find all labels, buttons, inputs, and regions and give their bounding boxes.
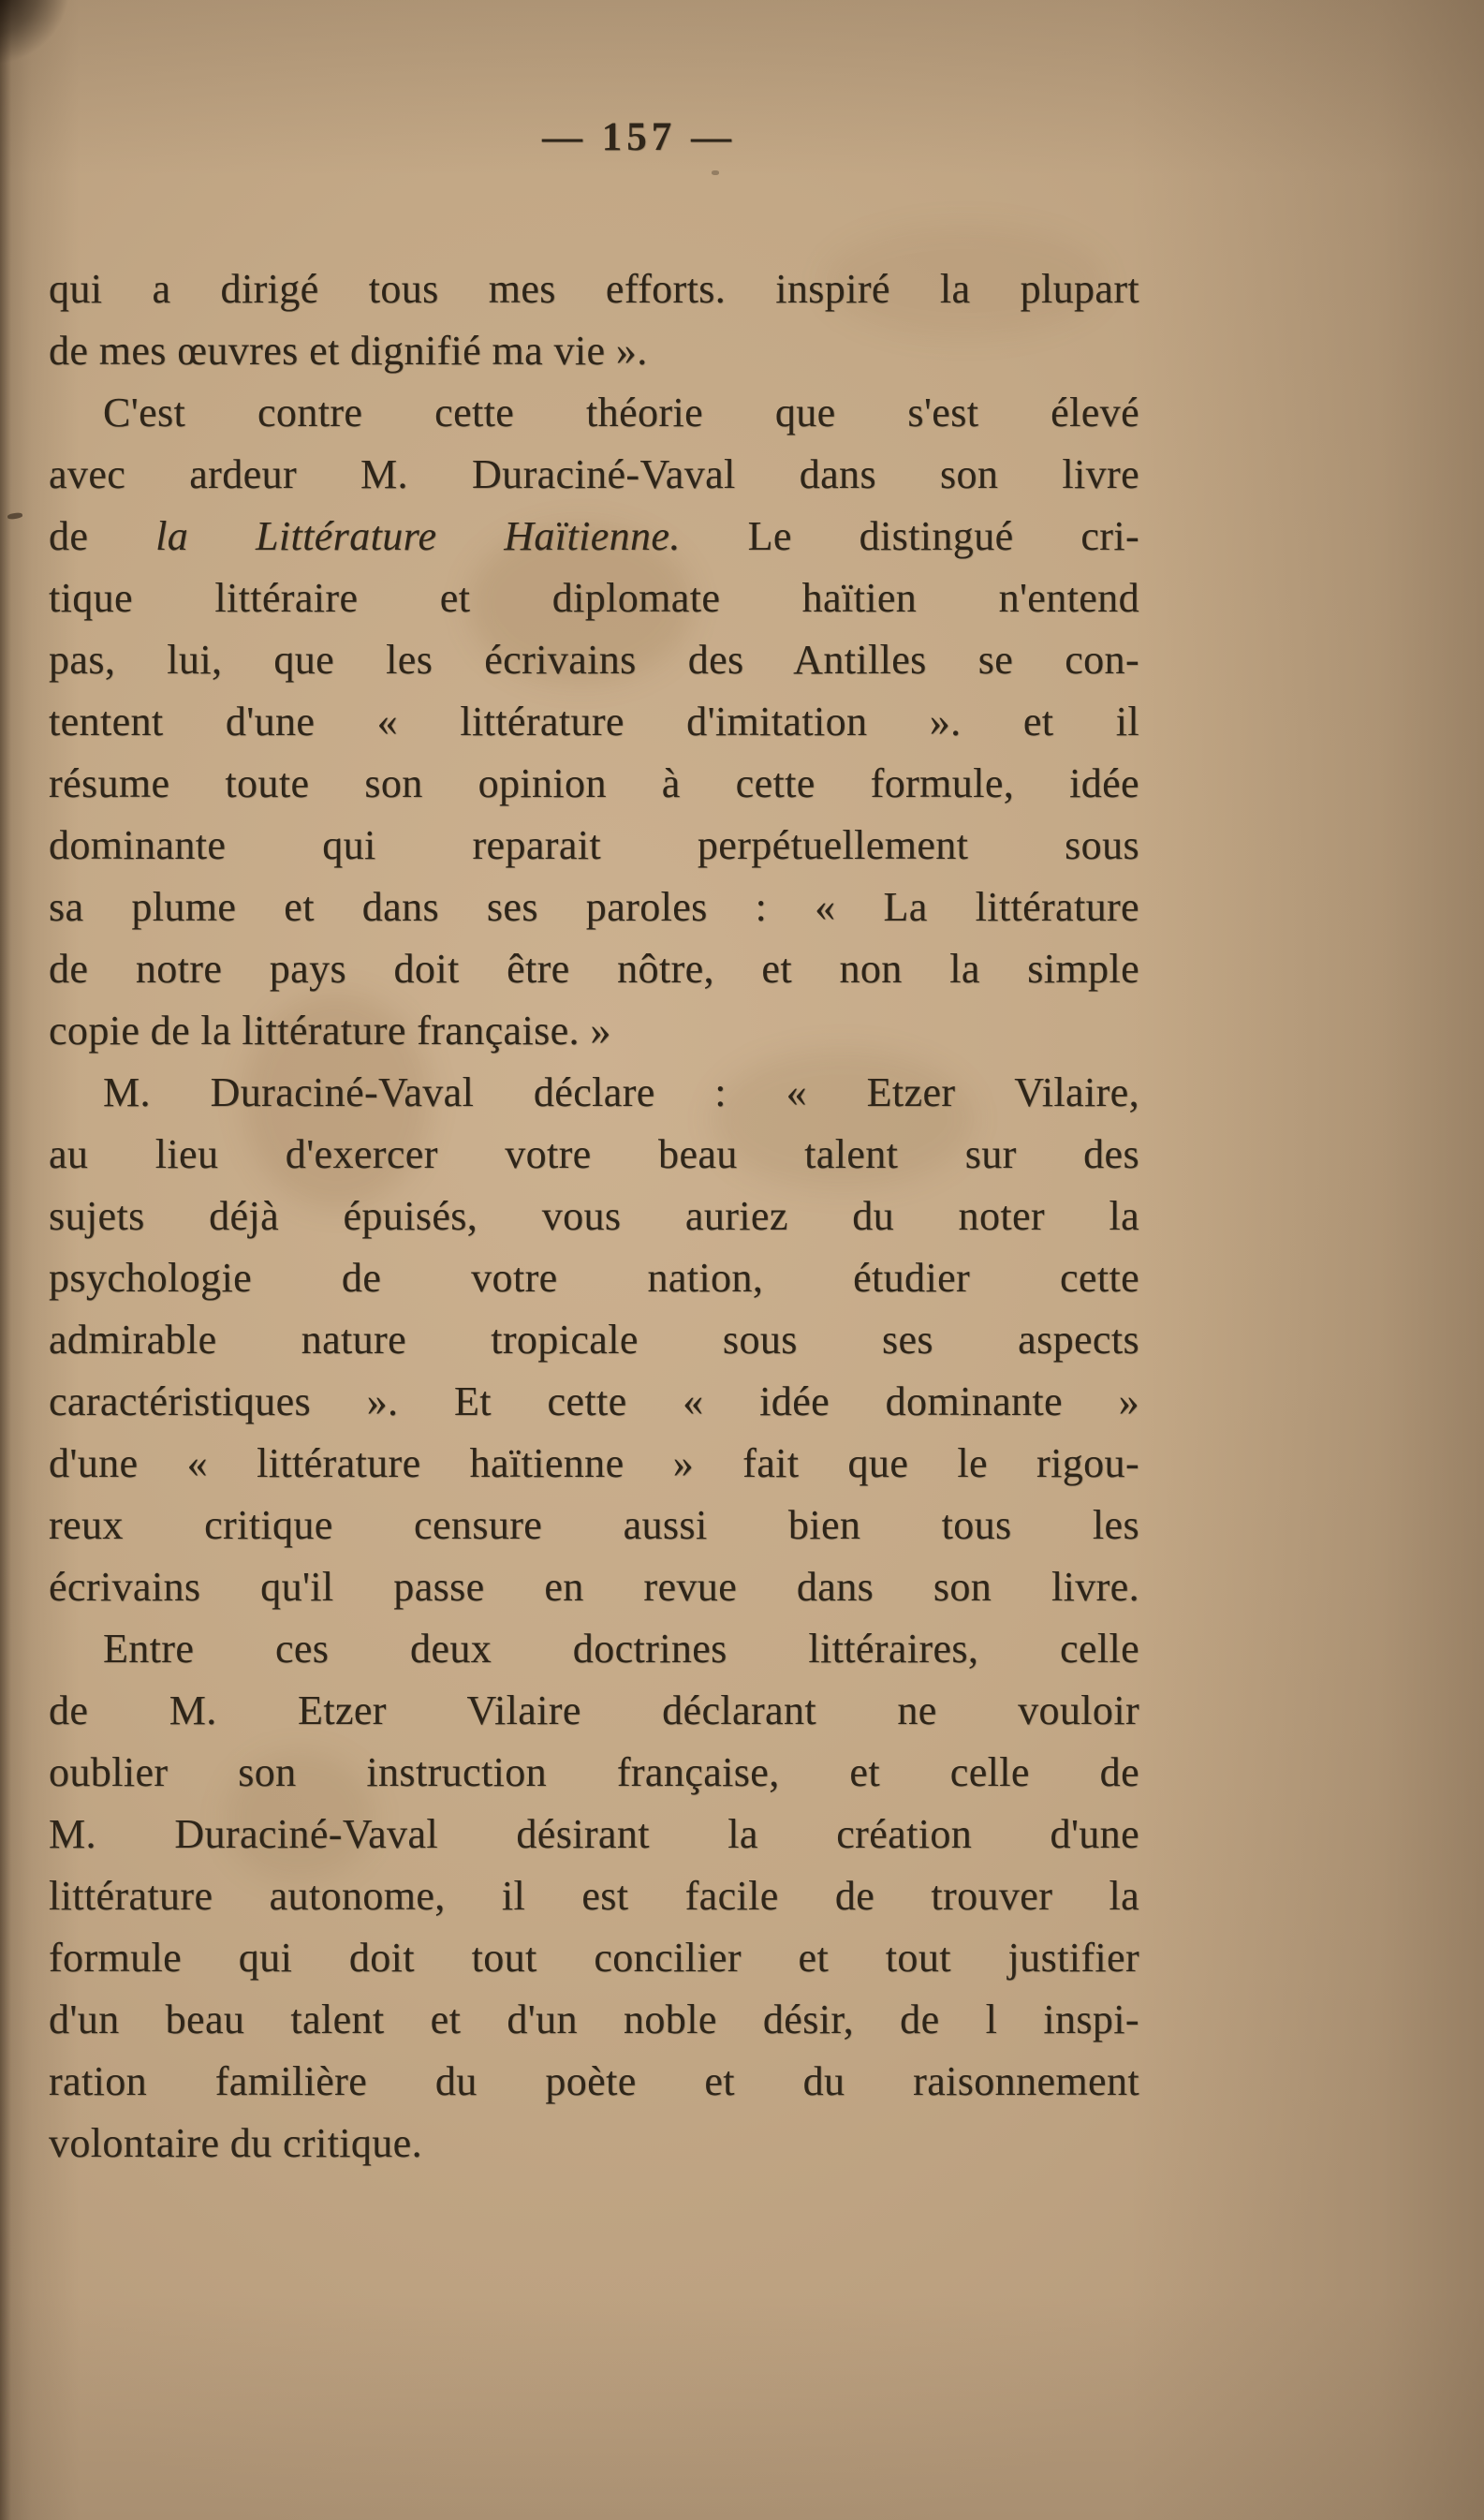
text-line bbox=[49, 1124, 1139, 1186]
ink-speck bbox=[7, 512, 23, 520]
text-segment: pas, lui, que les écrivains des Antilles se con- bbox=[49, 637, 1139, 683]
text-line bbox=[49, 877, 1139, 938]
text-segment: formule qui doit tout concilier et tout justifier bbox=[49, 1935, 1139, 1981]
text-line bbox=[49, 1433, 1139, 1495]
text-segment: admirable nature tropicale sous ses aspects bbox=[49, 1317, 1139, 1363]
text-line bbox=[49, 753, 1139, 815]
text-line bbox=[49, 382, 1139, 444]
text-segment: M. Duraciné-Vaval désirant la création d'une bbox=[49, 1811, 1139, 1857]
text-line bbox=[49, 1804, 1139, 1865]
text-line bbox=[49, 2113, 1139, 2174]
text-segment: caractéristiques ». Et cette « idée dominante » bbox=[49, 1378, 1139, 1424]
text-segment: volontaire du critique. bbox=[49, 2120, 422, 2166]
text-line bbox=[49, 506, 1139, 567]
text-line bbox=[49, 1927, 1139, 1989]
text-line bbox=[49, 815, 1139, 877]
text-segment: avec ardeur M. Duraciné-Vaval dans son livre bbox=[49, 451, 1139, 497]
text-segment: d'un beau talent et d'un noble désir, de l inspi- bbox=[49, 1997, 1139, 2042]
text-segment: psychologie de votre nation, étudier cette bbox=[49, 1255, 1139, 1301]
text-segment: oublier son instruction française, et celle de bbox=[49, 1749, 1139, 1795]
text-segment: reux critique censure aussi bien tous les bbox=[49, 1502, 1139, 1548]
text-segment: C'est contre cette théorie que s'est élevé bbox=[103, 390, 1139, 435]
text-line bbox=[49, 567, 1139, 629]
text-segment: qui a dirigé tous mes efforts. inspiré la plupart bbox=[49, 266, 1139, 312]
text-segment: au lieu d'exercer votre beau talent sur des bbox=[49, 1131, 1139, 1177]
text-segment: de bbox=[49, 513, 156, 559]
italic-text-segment: la Littérature Haïtienne. bbox=[155, 513, 681, 559]
text-line bbox=[49, 629, 1139, 691]
text-segment: de mes œuvres et dignifié ma vie ». bbox=[49, 328, 648, 374]
text-segment: d'une « littérature haïtienne » fait que le rigou- bbox=[49, 1440, 1139, 1486]
text-segment: écrivains qu'il passe en revue dans son livre. bbox=[49, 1564, 1139, 1610]
text-segment: copie de la littérature française. » bbox=[49, 1008, 611, 1054]
text-segment: sujets déjà épuisés, vous auriez du noter la bbox=[49, 1193, 1139, 1239]
text-line bbox=[49, 938, 1139, 1000]
text-segment: littérature autonome, il est facile de trouver la bbox=[49, 1873, 1139, 1919]
text-line bbox=[49, 258, 1139, 320]
text-line bbox=[49, 444, 1139, 506]
text-line bbox=[49, 1556, 1139, 1618]
text-line bbox=[49, 1247, 1139, 1309]
text-line bbox=[49, 1371, 1139, 1433]
text-line bbox=[49, 1062, 1139, 1124]
text-block bbox=[49, 258, 1139, 2174]
text-line bbox=[49, 320, 1139, 382]
text-segment: sa plume et dans ses paroles : « La littérature bbox=[49, 884, 1139, 930]
text-segment: Entre ces deux doctrines littéraires, celle bbox=[103, 1626, 1139, 1672]
text-segment: Le distingué cri- bbox=[680, 513, 1139, 559]
text-segment: ration familière du poète et du raisonnement bbox=[49, 2058, 1139, 2104]
text-line bbox=[49, 2051, 1139, 2113]
text-segment: M. Duraciné-Vaval déclare : « Etzer Vilaire, bbox=[103, 1069, 1139, 1115]
text-line bbox=[49, 1680, 1139, 1742]
text-line bbox=[49, 1309, 1139, 1371]
text-line bbox=[49, 1618, 1139, 1680]
text-segment: résume toute son opinion à cette formule, idée bbox=[49, 760, 1139, 806]
text-line bbox=[49, 1742, 1139, 1804]
text-segment: de notre pays doit être nôtre, et non la simple bbox=[49, 946, 1139, 992]
page-number-header: — 157 — bbox=[542, 115, 736, 159]
text-segment: dominante qui reparait perpétuellement sous bbox=[49, 822, 1139, 868]
text-line bbox=[49, 1865, 1139, 1927]
text-line bbox=[49, 1000, 1139, 1062]
text-segment: tique littéraire et diplomate haïtien n'entend bbox=[49, 575, 1139, 621]
ink-speck bbox=[712, 170, 719, 175]
text-segment: de M. Etzer Vilaire déclarant ne vouloir bbox=[49, 1687, 1139, 1733]
text-line bbox=[49, 1186, 1139, 1247]
text-segment: tentent d'une « littérature d'imitation ». et il bbox=[49, 699, 1139, 744]
text-line bbox=[49, 1989, 1139, 2051]
text-line bbox=[49, 1495, 1139, 1556]
text-line bbox=[49, 691, 1139, 753]
